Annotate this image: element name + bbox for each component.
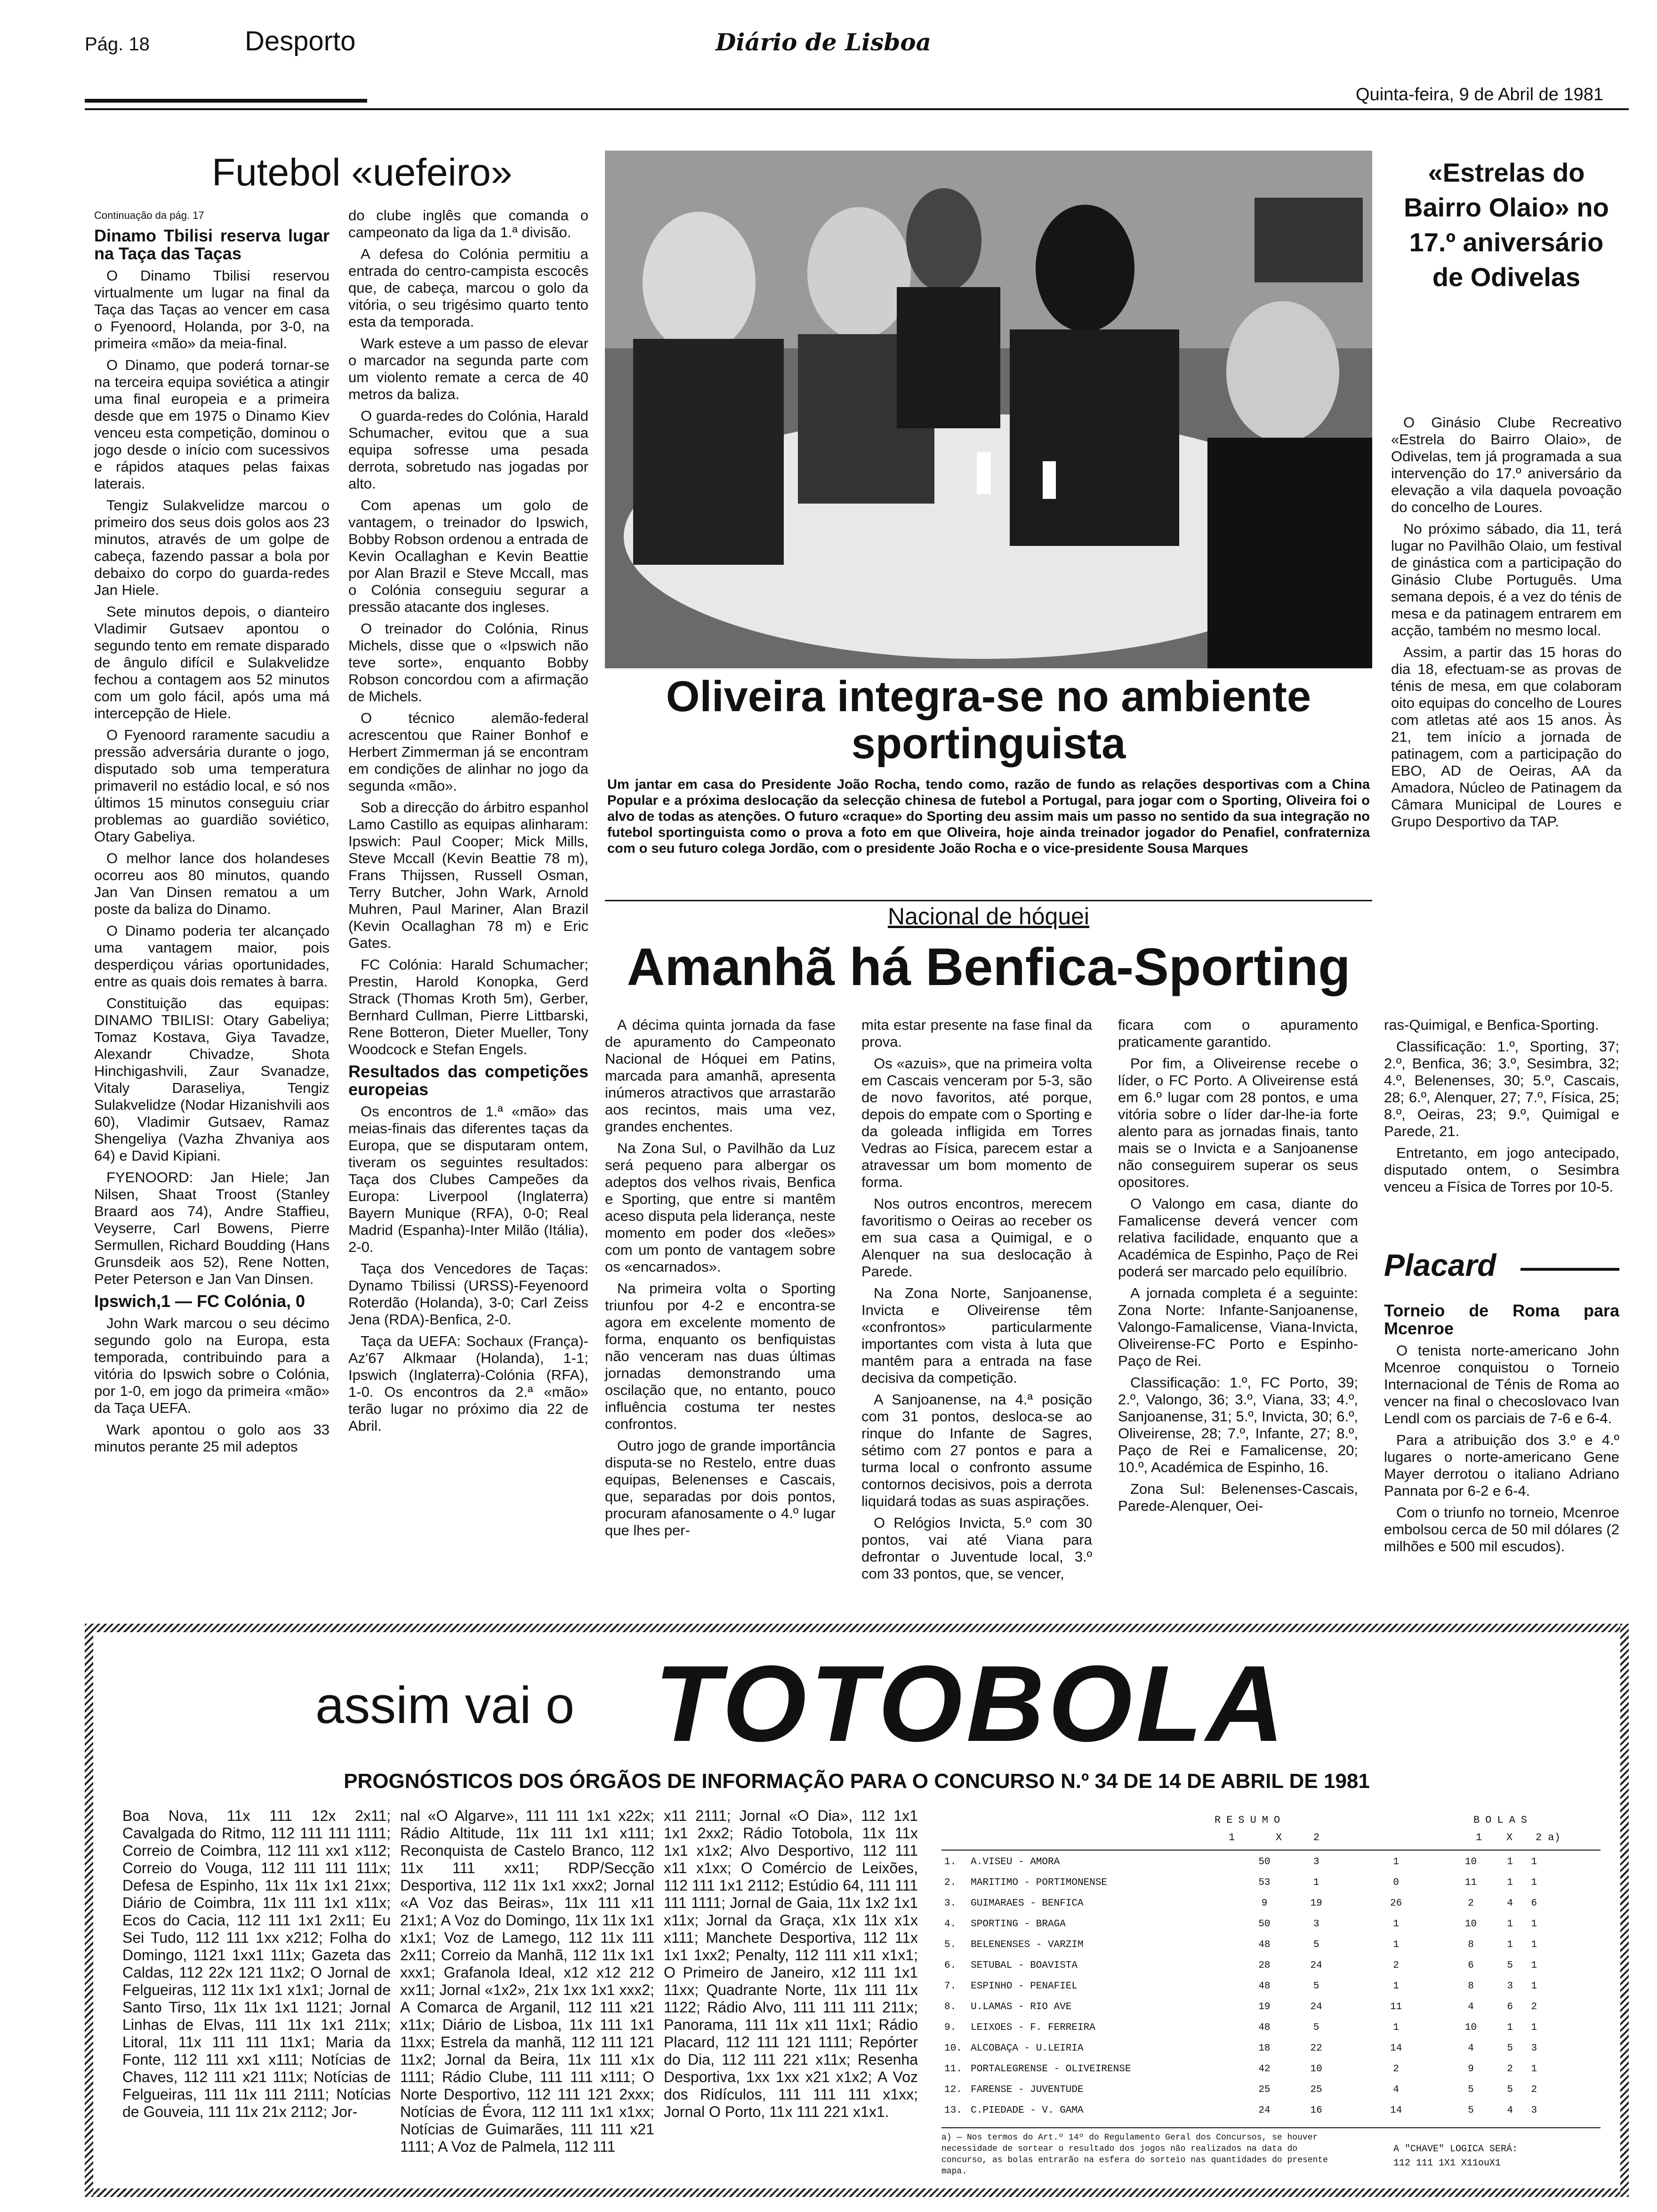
game-match: ALCOBAÇA - U.LEIRIA bbox=[971, 2043, 1084, 2054]
continuation-note: Continuação da pág. 17 bbox=[94, 209, 204, 221]
bolas-x: 4 bbox=[1507, 1898, 1513, 1909]
paragraph: ficara com o apuramento praticamente garantido. bbox=[1118, 1017, 1358, 1050]
paragraph: O Dinamo poderia ter alcançado uma vantagem maior, pois desperdiçou várias oportunidades, entre as quais dois remates à barra. bbox=[94, 922, 330, 990]
game-number: 9. bbox=[944, 2022, 957, 2033]
game-number: 5. bbox=[944, 1939, 957, 1950]
paragraph: nal «O Algarve», 111 111 1x1 x22x; Rádio Altitude, 11x 111 1x1 x111; Reconquista de Castelo Branco, 112 11x 111 xx11; RDP/Secção Desportiva, 112 11x 1x1 xxx2; Jornal «A Voz das Beiras», 11x 111 x11 21x1; A Voz do Domingo, 11x 11x 1x1 x1x1; Voz de Lamego, 112 11x 111 2x11; Correio da Manhã, 112 11x 1x1 xxx1; Grafanola Ideal, x12 x12 212 xx11; Jornal «1x2», 21x 1xx 1x1 xxx2; A Comarca de Arganil, 112 111 x21 x11x; Diário de Lisboa, 11x 111 1x1 11xx; Estrela da manhã, 112 111 121 11x2; Jornal da Beira, 11x 111 x1x 1111; Rádio Clube, 111 111 x111; O Norte Desportivo, 112 111 121 2xxx; Notícias de Évora, 112 111 1x1 x1xx; Notícias de Guimarães, 111 111 x21 1111; A Voz de Palmela, 112 111 bbox=[400, 1807, 654, 2155]
game-number: 2. bbox=[944, 1877, 957, 1888]
paragraph: Com apenas um golo de vantagem, o treinador do Ipswich, Bobby Robson ordenou a entrada de Kevin Ocallaghan e Kevin Beattie por Alan Brazil e Steve Mccall, mas o Colónia conseguiu segurar a pressão atacante dos ingleses. bbox=[348, 497, 588, 615]
issue-date: Quinta-feira, 9 de Abril de 1981 bbox=[1356, 85, 1604, 104]
resumo-1: 48 bbox=[1258, 1939, 1271, 1950]
paragraph: O Dinamo Tbilisi reservou virtualmente um lugar na final da Taça das Taças ao vencer em casa o Fyenoord, Holanda, por 3-0, na primeira «mão» da meia-final. bbox=[94, 267, 330, 352]
paragraph: Sob a direcção do árbitro espanhol Lamo Castillo as equipas alinharam: Ipswich: Paul Cooper; Mick Mills, Steve Mccall (Kevin Beattie 78 m), Frans Thijssen, Russell Osman, Terry Butcher, John Wark, Arnold Muhren, Paul Mariner, Alan Brazil (Kevin Ocallaghan 78 m) e Eric Gates. bbox=[348, 799, 588, 951]
game-number: 7. bbox=[944, 1980, 957, 1992]
placard-rule bbox=[1520, 1268, 1619, 1271]
estrelas-col bbox=[1391, 414, 1622, 835]
resumo-2: 2 bbox=[1393, 2063, 1399, 2075]
resumo-x: 22 bbox=[1310, 2043, 1322, 2054]
paragraph: Wark apontou o golo aos 33 minutos perante 25 mil adeptos bbox=[94, 1421, 330, 1455]
paragraph: Boa Nova, 11x 111 12x 2x11; Cavalgada do Ritmo, 112 111 111 1111; Correio de Coimbra, 112 111 xx1 x112; Correio do Vouga, 112 111 111 111x; Defesa de Espinho, 11x 11x 1x1 21xx; Diário de Coimbra, 11x 111 1x1 x11x; Ecos do Cacia, 112 111 1x1 2x11; Eu Sei Tudo, 112 111 1xx x212; Folha do Domingo, 1121 1xx1 111x; Gazeta das Caldas, 112 22x 121 11x2; O Jornal de Felgueiras, 112 11x 1x1 x1x1; Jornal de Santo Tirso, 11x 11x 1x1 1121; Jornal Linhas de Elvas, 111 11x 1x1 211x; Litoral, 11x 111 111 11x1; Maria da Fonte, 112 111 xx1 x111; Notícias de Chaves, 112 111 x21 111x; Notícias de Felgueiras, 111 11x 111 2111; Notícias de Gouveia, 111 11x 21x 2112; Jor- bbox=[122, 1807, 391, 2120]
game-match: C.PIEDADE - V. GAMA bbox=[971, 2105, 1084, 2116]
paragraph: O Relógios Invicta, 5.º com 30 pontos, vai até Viana para defrontar o Juventude local, 3.º com 33 pontos, que, se vencer, bbox=[861, 1515, 1092, 1582]
table-row bbox=[941, 1976, 1601, 1996]
game-match: A.VISEU - AMORA bbox=[971, 1856, 1060, 1867]
resumo-x: 5 bbox=[1313, 1980, 1319, 1992]
resumo-x: 24 bbox=[1310, 1960, 1322, 1971]
paragraph: O guarda-redes do Colónia, Harald Schumacher, evitou que a sua equipa sofresse uma pesada derrota, sobretudo nas jogadas por alto. bbox=[348, 408, 588, 492]
resumo-2: 1 bbox=[1393, 2022, 1399, 2033]
paragraph: Na Zona Sul, o Pavilhão da Luz será pequeno para albergar os adeptos dos velhos rivais, Benfica e Sporting, que entre si mantêm aceso disputa pela liderança, neste momento em poder dos «leões» com um ponto de vantagem sobre os «encarnados». bbox=[605, 1140, 836, 1275]
paragraph: A defesa do Colónia permitiu a entrada do centro-campista escocês que, de cabeça, marcou o golo da vitória, o seu trigésimo quarto tento esta da temporada. bbox=[348, 246, 588, 330]
bolas-x: 3 bbox=[1507, 1980, 1513, 1992]
bolas-1: 5 bbox=[1468, 2084, 1474, 2095]
section-underline bbox=[85, 99, 367, 103]
bolas-1: 8 bbox=[1468, 1939, 1474, 1950]
game-match: SPORTING - BRAGA bbox=[971, 1918, 1066, 1930]
resumo-2: 1 bbox=[1393, 1918, 1399, 1930]
bolas-2: 1 bbox=[1531, 1918, 1537, 1930]
bolas-2: 1 bbox=[1531, 1980, 1537, 1992]
bolas-1: 8 bbox=[1468, 1980, 1474, 1992]
hoquei-rule bbox=[605, 900, 1372, 901]
resumo-2: 1 bbox=[1393, 1980, 1399, 1992]
totobola-subtitle: PROGNÓSTICOS DOS ÓRGÃOS DE INFORMAÇÃO PARA O CONCURSO N.º 34 DE 14 DE ABRIL DE 1981 bbox=[344, 1770, 1370, 1793]
totobola-border-right bbox=[1620, 1624, 1629, 2197]
header-rule bbox=[85, 108, 1629, 110]
bolas-2: 3 bbox=[1531, 2043, 1537, 2054]
table-row bbox=[941, 2017, 1601, 2038]
resumo-x: 5 bbox=[1313, 1939, 1319, 1950]
bolas-x: 4 bbox=[1507, 2105, 1513, 2116]
paragraph: O Valongo em casa, diante do Famalicense deverá vencer com relativa facilidade, enquanto que a Académica de Espinho, Paço de Rei poderá ser marcado pelo equilíbrio. bbox=[1118, 1195, 1358, 1280]
resumo-2: 0 bbox=[1393, 1877, 1399, 1888]
subhead-dinamo: Dinamo Tbilisi reserva lugar na Taça das Taças bbox=[94, 226, 330, 263]
totobola-logo: TOTOBOLA bbox=[654, 1643, 1288, 1764]
paragraph: Outro jogo de grande importância disputa-se no Restelo, entre duas equipas, Belenenses e Cascais, que, separadas por dois pontos, procuram afanosamente o 4.º lugar que lhes per- bbox=[605, 1437, 836, 1539]
game-match: BELENENSES - VARZIM bbox=[971, 1939, 1084, 1950]
resumo-x: 5 bbox=[1313, 2022, 1319, 2033]
hoquei-col1 bbox=[605, 1017, 836, 1544]
resumo-2: 14 bbox=[1390, 2105, 1402, 2116]
paragraph: No próximo sábado, dia 11, terá lugar no Pavilhão Olaio, um festival de ginástica com a participação do Ginásio Clube Português. Uma semana depois, é a vez do ténis de mesa e da patinagem entrarem em acção, também no mesmo local. bbox=[1391, 521, 1622, 639]
bolas-x: 2 bbox=[1507, 2063, 1513, 2075]
bolas-2: 1 bbox=[1531, 2063, 1537, 2075]
paragraph: FYENOORD: Jan Hiele; Jan Nilsen, Shaat Troost (Stanley Braard aos 74), Andre Staffieu, Veyserre, Carl Bowens, Pierre Sermullen, Richard Boudding (Hans Grunsdeik aos 52), Rene Notten, Peter Peterson e Jan Van Dinsen. bbox=[94, 1169, 330, 1287]
header-col-2: 2 bbox=[1313, 1832, 1320, 1843]
bolas-2: 1 bbox=[1531, 1856, 1537, 1867]
bolas-1: 11 bbox=[1464, 1877, 1477, 1888]
bolas-2: 2 bbox=[1531, 2001, 1537, 2012]
game-number: 8. bbox=[944, 2001, 957, 2012]
resumo-1: 28 bbox=[1258, 1960, 1271, 1971]
masthead: Diário de Lisboa bbox=[716, 28, 932, 56]
resumo-2: 1 bbox=[1393, 1856, 1399, 1867]
bolas-2: 1 bbox=[1531, 1960, 1537, 1971]
bolas-2: 6 bbox=[1531, 1898, 1537, 1909]
bolas-1: 10 bbox=[1464, 2022, 1477, 2033]
paragraph: O Dinamo, que poderá tornar-se na terceira equipa soviética a atingir uma final europeia e a primeira desde que em 1975 o Dinamo Kiev venceu esta competição, dominou o jogo desde o início com sucessivos e rápidos ataques pelas faixas laterais. bbox=[94, 357, 330, 492]
game-match: SETUBAL - BOAVISTA bbox=[971, 1960, 1078, 1971]
game-number: 4. bbox=[944, 1918, 957, 1930]
resumo-x: 1 bbox=[1313, 1877, 1319, 1888]
game-number: 11. bbox=[944, 2063, 962, 2075]
totobola-border-bottom bbox=[85, 2188, 1629, 2197]
paragraph: Zona Sul: Belenenses-Cascais, Parede-Alenquer, Oei- bbox=[1118, 1481, 1358, 1514]
resumo-2: 2 bbox=[1393, 1960, 1399, 1971]
estrelas-title: «Estrelas do Bairro Olaio» no 17.º aniversário de Odivelas bbox=[1404, 158, 1609, 292]
paragraph: FC Colónia: Harald Schumacher; Prestin, Harold Konopka, Gerd Strack (Thomas Kroth 5m), Gerber, Bernhard Cullman, Pierre Littbarski, Rene Botteron, Dieter Mueller, Tony Woodcock e Stefan Engels. bbox=[348, 956, 588, 1058]
hoquei-col3 bbox=[1118, 1017, 1358, 1519]
paragraph: Entretanto, em jogo antecipado, disputado ontem, o Sesimbra venceu a Física de Torres por 10-5. bbox=[1384, 1145, 1619, 1195]
paragraph: O Fyenoord raramente sacudiu a pressão adversária durante o jogo, disputado sob uma temperatura primaveril no estádio local, e só nos últimos 15 minutos conseguiu criar problemas ao guardião soviético, Otary Gabeliya. bbox=[94, 727, 330, 845]
resumo-1: 50 bbox=[1258, 1856, 1271, 1867]
resumo-1: 18 bbox=[1258, 2043, 1271, 2054]
resumo-1: 53 bbox=[1258, 1877, 1271, 1888]
table-row bbox=[941, 2100, 1601, 2121]
chave-value: 112 111 1X1 X11ouX1 bbox=[1393, 2158, 1501, 2169]
game-number: 1. bbox=[944, 1856, 957, 1867]
paragraph: Taça da UEFA: Sochaux (França)-Az'67 Alkmaar (Holanda), 1-1; Ipswich (Inglaterra)-Colónia (RFA), 1-0. Os encontros da 2.ª «mão» terão lugar no próximo dia 22 de Abril. bbox=[348, 1333, 588, 1434]
bolas-2: 2 bbox=[1531, 2084, 1537, 2095]
game-match: PORTALEGRENSE - OLIVEIRENSE bbox=[971, 2063, 1131, 2075]
bolas-x: 5 bbox=[1507, 2084, 1513, 2095]
totobola-border-top bbox=[85, 1624, 1629, 1632]
section-name: Desporto bbox=[245, 26, 356, 56]
placard-title: Placard bbox=[1384, 1248, 1496, 1282]
game-match: GUIMARAES - BENFICA bbox=[971, 1898, 1084, 1909]
header-bolas-x: X bbox=[1506, 1832, 1513, 1843]
resumo-x: 16 bbox=[1310, 2105, 1322, 2116]
game-match: LEIXOES - F. FERREIRA bbox=[971, 2022, 1095, 2033]
resumo-x: 3 bbox=[1313, 1856, 1319, 1867]
bolas-x: 1 bbox=[1507, 2022, 1513, 2033]
oliveira-headline: Oliveira integra-se no ambiente sportinguista bbox=[666, 673, 1311, 768]
paragraph: Com o triunfo no torneio, Mcenroe embolsou cerca de 50 mil dólares (2 milhões e 500 mil escudos). bbox=[1384, 1504, 1619, 1555]
paragraph: Na primeira volta o Sporting triunfou por 4-2 e encontra-se agora em excelente momento de forma, enquanto os benfiquistas não venceram nas duas últimas jornadas demonstrando uma oscilação que, no entanto, pouco influência costuma ter nestes confrontos. bbox=[605, 1280, 836, 1432]
bolas-2: 1 bbox=[1531, 1877, 1537, 1888]
paragraph: O treinador do Colónia, Rinus Michels, disse que o «Ipswich não teve sorte», enquanto Bobby Robson concordou com a afirmação de Michels. bbox=[348, 620, 588, 705]
futebol-col1 bbox=[94, 207, 330, 1460]
resumo-x: 19 bbox=[1310, 1898, 1322, 1909]
paragraph: O melhor lance dos holandeses ocorreu aos 80 minutos, quando Jan Van Dinsen rematou a um poste da baliza do Dinamo. bbox=[94, 850, 330, 917]
resumo-1: 19 bbox=[1258, 2001, 1271, 2012]
futebol-title: Futebol «uefeiro» bbox=[212, 151, 513, 194]
hoquei-kicker: Nacional de hóquei bbox=[887, 903, 1090, 930]
futebol-col2 bbox=[348, 207, 588, 1439]
resumo-2: 14 bbox=[1390, 2043, 1402, 2054]
bolas-x: 1 bbox=[1507, 1877, 1513, 1888]
table-rule-bottom bbox=[941, 2127, 1601, 2128]
paragraph: A décima quinta jornada da fase de apuramento do Campeonato Nacional de Hóquei em Patins, marcada para amanhã, apresenta inúmeros atractivos que arrastarão aos recintos, mais uma vez, grandes enchentes. bbox=[605, 1017, 836, 1135]
page-number: Pág. 18 bbox=[85, 34, 150, 55]
game-match: U.LAMAS - RIO AVE bbox=[971, 2001, 1072, 2012]
hoquei-col2 bbox=[861, 1017, 1092, 1587]
paragraph: Por fim, a Oliveirense recebe o líder, o FC Porto. A Oliveirense está em 6.º lugar com 28 pontos, e uma vitória sobre o líder dar-lhe-ia forte alento para as jornadas finais, tanto mais se o Invicta e a Sanjoanense não conseguirem superar os seus opositores. bbox=[1118, 1055, 1358, 1190]
paragraph: Nos outros encontros, merecem favoritismo o Oeiras ao receber os em sua casa a Quimigal, e o Alenquer na sua deslocação à Parede. bbox=[861, 1195, 1092, 1280]
paragraph: Classificação: 1.º, FC Porto, 39; 2.º, Valongo, 36; 3.º, Viana, 33; 4.º, Sanjoanense, 31; 5.º, Invicta, 30; 6.º, Oliveirense, 28; 7.º, Infante, 27; 8.º, Paço de Rei e Famalicense, 20; 10.º, Académica de Espinho, 16. bbox=[1118, 1374, 1358, 1475]
paragraph: x11 2111; Jornal «O Dia», 112 1x1 1x1 2xx2; Rádio Totobola, 11x 11x 1x1 x1x2; Alvo Desportivo, 112 111 x11 x1xx; O Comércio de Leixões, 112 111 1x1 2112; Estúdio 64, 111 111 111 1111; Jornal de Gaia, 11x 1x2 1x1 x11x; Jornal da Graça, x1x 11x x1x x111; Manchete Desportiva, 112 11x 1x1 1xx2; Penalty, 112 111 x11 x1x1; O Primeiro de Janeiro, x12 111 1x1 11xx; Quadrante Norte, 11x 111 11x 1122; Rádio Alvo, 111 111 111 211x; Panorama, 111 11x x11 11x1; Rádio Placard, 112 111 121 1111; Repórter do Dia, 112 111 221 x11x; Resenha Desportiva, 1xx 1xx x21 x1x2; A Voz dos Ridículos, 111 111 111 x1xx; Jornal O Porto, 11x 111 221 x1x1. bbox=[664, 1807, 918, 2120]
subhead-resultados: Resultados das competições europeias bbox=[348, 1062, 588, 1099]
paragraph: Assim, a partir das 15 horas do dia 18, efectuam-se as provas de ténis de mesa, em que colaboram oito equipas do concelho de Loures com atletas até aos 15 anos. Às 21, tem início a jornada de patinagem, com a participação do EBO, AD de Oeiras, AA da Amadora, Núcleo de Patinagem da Câmara Municipal de Loures e Grupo Desportivo da TAP. bbox=[1391, 644, 1622, 830]
paragraph: Na Zona Norte, Sanjoanense, Invicta e Oliveirense têm «confrontos» particularmente importantes com vista à luta que mantêm para a entrada na fase decisiva da competição. bbox=[861, 1285, 1092, 1386]
paragraph: O tenista norte-americano John Mcenroe conquistou o Torneio Internacional de Ténis de Roma ao vencer na final o checoslovaco Ivan Lendl com os parciais de 7-6 e 6-4. bbox=[1384, 1342, 1619, 1427]
resumo-x: 10 bbox=[1310, 2063, 1322, 2075]
totobola-border-left bbox=[85, 1624, 93, 2197]
paragraph: Sete minutos depois, o dianteiro Vladimir Gutsaev apontou o segundo tento em remate disparado de ângulo difícil e Sulakvelidze fechou a contagem aos 52 minutos com um golo fácil, após uma má intercepção de Hiele. bbox=[94, 603, 330, 721]
paragraph: Classificação: 1.º, Sporting, 37; 2.º, Benfica, 36; 3.º, Sesimbra, 32; 4.º, Belenenses, 30; 5.º, Cascais, 28; 6.º, Alenquer, 27; 7.º, Física, 25; 8.º, Oeiras, 23; 9.º, Quimigal e Parede, 21. bbox=[1384, 1038, 1619, 1139]
bolas-grid bbox=[941, 1851, 1601, 2121]
game-number: 6. bbox=[944, 1960, 957, 1971]
resumo-1: 48 bbox=[1258, 2022, 1271, 2033]
totobola-col3 bbox=[664, 1807, 918, 2125]
header-col-1: 1 bbox=[1229, 1832, 1235, 1843]
paragraph: O Ginásio Clube Recreativo «Estrela do Bairro Olaio», de Odivelas, tem já programada a sua intervenção do 17.º aniversário da elevação a vila daquela povoação do concelho de Loures. bbox=[1391, 414, 1622, 515]
resumo-1: 50 bbox=[1258, 1918, 1271, 1930]
table-row bbox=[941, 2038, 1601, 2059]
paragraph: Wark esteve a um passo de elevar o marcador na segunda parte com um violento remate a cerca de 40 metros da baliza. bbox=[348, 335, 588, 402]
bolas-x: 6 bbox=[1507, 2001, 1513, 2012]
totobola-footnote: a) — Nos termos do Art.º 14º do Regulamento Geral dos Concursos, se houver necessidade de sortear o resultado dos jogos não realizados na data do concurso, as bolas entrarão na esfera do sorteio nas quantidades do presente mapa. bbox=[941, 2133, 1328, 2176]
paragraph: mita estar presente na fase final da prova. bbox=[861, 1017, 1092, 1050]
resumo-2: 26 bbox=[1390, 1898, 1402, 1909]
bolas-x: 5 bbox=[1507, 2043, 1513, 2054]
bolas-x: 1 bbox=[1507, 1918, 1513, 1930]
paragraph: John Wark marcou o seu décimo segundo golo na Europa, esta temporada, contribuindo para a vitória do Ipswich sobre o Colónia, por 1-0, em jogo da primeira «mão» da Taça UEFA. bbox=[94, 1315, 330, 1416]
bolas-2: 1 bbox=[1531, 2022, 1537, 2033]
bolas-x: 5 bbox=[1507, 1960, 1513, 1971]
paragraph: Os «azuis», que na primeira volta em Cascais venceram por 5-3, são de novo favoritos, até porque, depois do empate com o Sporting e da goleada infligida em Torres Vedras ao Física, parecem estar a atravessar um bom momento de forma. bbox=[861, 1055, 1092, 1190]
resumo-label: RESUMO bbox=[1215, 1814, 1286, 1826]
paragraph: A jornada completa é a seguinte: Zona Norte: Infante-Sanjoanense, Valongo-Famalicense, Viana-Invicta, Oliveirense-FC Porto e Espinho-Paço de Rei. bbox=[1118, 1285, 1358, 1369]
bolas-1: 10 bbox=[1464, 1918, 1477, 1930]
bolas-x: 1 bbox=[1507, 1939, 1513, 1950]
bolas-1: 4 bbox=[1468, 2043, 1474, 2054]
game-match: ESPINHO - PENAFIEL bbox=[971, 1980, 1078, 1992]
photo-scene bbox=[605, 151, 1372, 668]
bolas-x: 1 bbox=[1507, 1856, 1513, 1867]
resumo-2: 11 bbox=[1390, 2001, 1402, 2012]
paragraph: do clube inglês que comanda o campeonato da liga da 1.ª divisão. bbox=[348, 207, 588, 240]
header-col-x: X bbox=[1276, 1832, 1282, 1843]
header-bolas-1: 1 bbox=[1476, 1832, 1482, 1843]
paragraph: Tengiz Sulakvelidze marcou o primeiro dos seus dois golos aos 23 minutos, através de um golpe de cabeça, fazendo passar a bola por debaixo do corpo do guarda-redes Jan Hiele. bbox=[94, 497, 330, 598]
paragraph: Os encontros de 1.ª «mão» das meias-finais das diferentes taças da Europa, que se disputaram ontem, tiveram os seguintes resultados: Taça dos Clubes Campeões da Europa: Liverpool (Inglaterra) Bayern Munique (RFA), 0-0; Real Madrid (Espanha)-Inter Milão (Itália), 2-0. bbox=[348, 1103, 588, 1255]
paragraph: ras-Quimigal, e Benfica-Sporting. bbox=[1384, 1017, 1599, 1033]
resumo-x: 3 bbox=[1313, 1918, 1319, 1930]
table-row bbox=[941, 1996, 1601, 2017]
dinner-photo bbox=[605, 151, 1372, 668]
resumo-1: 25 bbox=[1258, 2084, 1271, 2095]
subhead-mcenroe: Torneio de Roma para Mcenroe bbox=[1384, 1301, 1619, 1338]
bolas-1: 4 bbox=[1468, 2001, 1474, 2012]
bolas-table bbox=[941, 1851, 1601, 2121]
table-row bbox=[941, 1934, 1601, 1955]
resumo-1: 9 bbox=[1261, 1898, 1268, 1909]
bolas-1: 6 bbox=[1468, 1960, 1474, 1971]
game-number: 12. bbox=[944, 2084, 962, 2095]
totobola-col2 bbox=[400, 1807, 654, 2160]
subhead-ipswich: Ipswich,1 — FC Colónia, 0 bbox=[94, 1291, 306, 1311]
resumo-2: 1 bbox=[1393, 1939, 1399, 1950]
bolas-2: 1 bbox=[1531, 1939, 1537, 1950]
table-row bbox=[941, 1872, 1601, 1893]
paragraph: Taça dos Vencedores de Taças: Dynamo Tbilissi (URSS)-Feyenoord Roterdão (Holanda), 3-0; Carl Zeiss Jena (RDA)-Benfica, 2-0. bbox=[348, 1260, 588, 1328]
paragraph: A Sanjoanense, na 4.ª posição com 31 pontos, desloca-se ao rinque do Infante de Sagres, sétimo com 27 pontos e para a turma local o confronto assume contornos decisivos, pois a derrota liquidará todas as suas aspirações. bbox=[861, 1391, 1092, 1509]
table-row bbox=[941, 2079, 1601, 2100]
resumo-2: 4 bbox=[1393, 2084, 1399, 2095]
chave-label: A "CHAVE" LOGICA SERÁ: bbox=[1393, 2144, 1518, 2155]
game-match: MARITIMO - PORTIMONENSE bbox=[971, 1877, 1108, 1888]
paragraph: O técnico alemão-federal acrescentou que Rainer Bonhof e Herbert Zimmerman já se encontram em condições de alinhar no jogo da segunda «mão». bbox=[348, 710, 588, 794]
game-number: 3. bbox=[944, 1898, 957, 1909]
totobola-prefix: assim vai o bbox=[315, 1676, 575, 1734]
table-rule-top bbox=[941, 1850, 1601, 1851]
paragraph: Constituição das equipas: DINAMO TBILISI: Otary Gabeliya; Tomaz Kostava, Giya Tavadze, Alexandr Chivadze, Shota Hinchigashvili, Zaur Svanadze, Vitaly Daraseliya, Tengiz Sulakvelidze (Nodar Hizanishvili aos 60), Vladimir Gutsaev, Ramaz Shengeliya (Vazha Zhvaniya aos 64) e David Kipiani. bbox=[94, 995, 330, 1164]
table-row bbox=[941, 2059, 1601, 2079]
resumo-x: 24 bbox=[1310, 2001, 1322, 2012]
bolas-1: 5 bbox=[1468, 2105, 1474, 2116]
resumo-1: 48 bbox=[1258, 1980, 1271, 1992]
hoquei-col4 bbox=[1384, 1017, 1619, 1200]
resumo-x: 25 bbox=[1310, 2084, 1322, 2095]
table-row bbox=[941, 1851, 1601, 1872]
game-number: 13. bbox=[944, 2105, 962, 2116]
table-row bbox=[941, 1914, 1601, 1934]
paragraph: Para a atribuição dos 3.º e 4.º lugares o norte-americano Gene Mayer derrotou o italiano Adriano Pannata por 6-2 e 6-4. bbox=[1384, 1432, 1619, 1499]
resumo-1: 42 bbox=[1258, 2063, 1271, 2075]
table-row bbox=[941, 1955, 1601, 1976]
bolas-1: 2 bbox=[1468, 1898, 1474, 1909]
header-bolas-2a: 2 a) bbox=[1536, 1832, 1560, 1843]
game-match: FARENSE - JUVENTUDE bbox=[971, 2084, 1084, 2095]
hoquei-headline: Amanhã há Benfica-Sporting bbox=[627, 938, 1351, 996]
resumo-1: 24 bbox=[1258, 2105, 1271, 2116]
totobola-col1 bbox=[122, 1807, 391, 2125]
oliveira-caption: Um jantar em casa do Presidente João Rocha, tendo como, razão de fundo as relações desportivas com a China Popular e a próxima deslocação da selecção chinesa de futebol a Portugal, para jogar com o Sporting, Oliveira foi o alvo de todas as atenções. O futuro «craque» do Sporting deu assim mais um passo no sentido da sua integração no futebol sportinguista como o prova a foto em que Oliveira, hoje ainda treinador jogador do Penafiel, confraterniza com o seu futuro colega Jordão, com o presidente João Rocha e o vice-presidente Sousa Marques bbox=[607, 777, 1370, 856]
table-row bbox=[941, 1893, 1601, 1914]
placard-col bbox=[1384, 1299, 1619, 1560]
bolas-label: BOLAS bbox=[1473, 1814, 1533, 1826]
bolas-1: 10 bbox=[1464, 1856, 1477, 1867]
bolas-2: 3 bbox=[1531, 2105, 1537, 2116]
game-number: 10. bbox=[944, 2043, 962, 2054]
bolas-1: 9 bbox=[1468, 2063, 1474, 2075]
